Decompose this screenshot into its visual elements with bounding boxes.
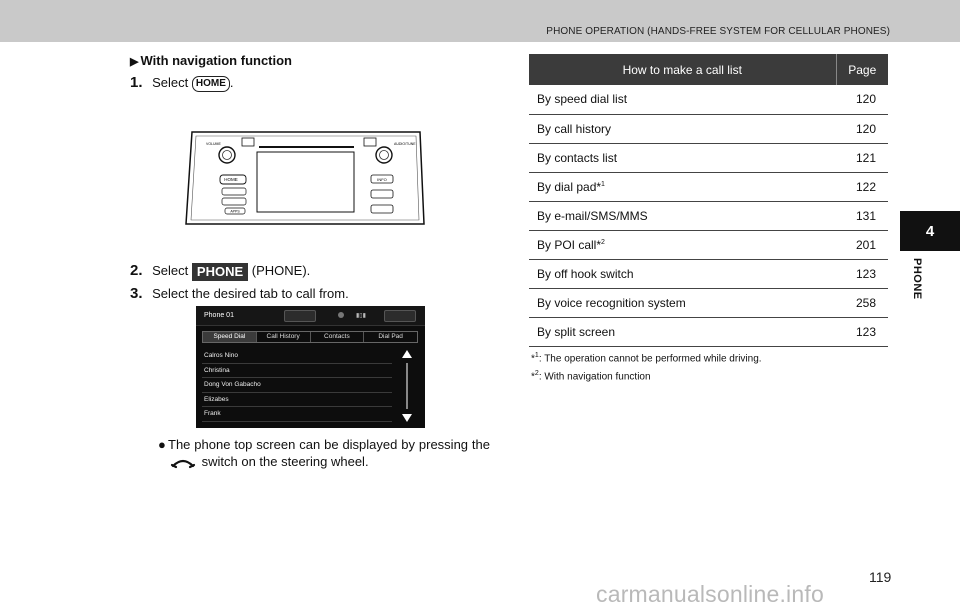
- footnote-ref: 2: [601, 238, 605, 246]
- header-title: PHONE OPERATION (HANDS-FREE SYSTEM FOR CELLULAR PHONES): [546, 26, 890, 37]
- tab-call-history: Call History: [257, 332, 311, 342]
- triangle-right-icon: ▶: [130, 56, 139, 68]
- page-cell[interactable]: 122: [836, 172, 888, 201]
- settings-link-icon: [284, 310, 316, 322]
- section-heading: [130, 53, 292, 68]
- info-key-label: INFO: [377, 177, 387, 182]
- phone-handset-icon: [170, 457, 196, 469]
- page-cell[interactable]: 131: [836, 201, 888, 230]
- method-cell: By e-mail/SMS/MMS: [529, 201, 836, 230]
- home-button-badge: HOME: [192, 76, 230, 92]
- bullet-text-2: switch on the steering wheel.: [201, 454, 369, 469]
- bullet-note: [158, 436, 490, 470]
- step-1: [130, 74, 234, 92]
- tab-contacts: Contacts: [311, 332, 365, 342]
- method-cell: By POI call*$^2$: [529, 230, 836, 259]
- step-text: Select: [152, 75, 189, 90]
- phone-screen-image: [196, 306, 425, 428]
- phone-button-badge: PHONE: [192, 263, 248, 281]
- page-cell[interactable]: 258: [836, 288, 888, 317]
- footnote-ref: 1: [601, 180, 605, 188]
- method-cell: By off hook switch: [529, 259, 836, 288]
- apps-key-label: APPS: [230, 209, 240, 214]
- step-3: [130, 285, 349, 302]
- page-cell[interactable]: 123: [836, 259, 888, 288]
- footnote-2: *$^2$: With navigation function: [531, 370, 651, 383]
- table-row: [529, 259, 888, 288]
- table-row: [529, 317, 888, 346]
- status-dot-icon: [338, 312, 344, 318]
- method-cell: By dial pad*$^1$: [529, 172, 836, 201]
- step-2: [130, 262, 310, 281]
- phone-screen-topbar: [196, 306, 425, 326]
- call-list-table: [529, 54, 888, 347]
- home-key-label: HOME: [224, 177, 238, 182]
- step-number: 1.: [130, 74, 143, 91]
- page-cell[interactable]: 123: [836, 317, 888, 346]
- method-cell: By contacts list: [529, 143, 836, 172]
- signal-icon: ▮▯▮: [356, 313, 366, 319]
- watermark: carmanualsonline.info: [596, 581, 824, 607]
- volume-label: VOLUME: [206, 142, 221, 146]
- mail-icon: [384, 310, 416, 322]
- tab-dial-pad: Dial Pad: [378, 333, 403, 340]
- method-cell: By call history: [529, 114, 836, 143]
- column-header-page: Page: [836, 54, 888, 85]
- step-text: Select: [152, 263, 189, 278]
- column-header-method: How to make a call list: [529, 54, 836, 85]
- step-suffix: (PHONE).: [251, 263, 311, 278]
- step-number: 3.: [130, 285, 143, 302]
- step-text: Select the desired tab to call from.: [152, 286, 349, 301]
- phone-screen-title: Phone 01: [204, 312, 234, 319]
- table-row: [529, 288, 888, 317]
- audio-tune-label: AUDIO/TUNE: [394, 142, 416, 146]
- table-row: [529, 85, 888, 114]
- list-item: Christina: [202, 364, 392, 379]
- step-suffix: .: [229, 75, 234, 90]
- page-number: 119: [869, 569, 892, 585]
- page-cell[interactable]: 121: [836, 143, 888, 172]
- head-unit-illustration: [184, 128, 426, 228]
- method-cell: By voice recognition system: [529, 288, 836, 317]
- method-cell: By split screen: [529, 317, 836, 346]
- page-cell[interactable]: 120: [836, 114, 888, 143]
- table-row: [529, 201, 888, 230]
- list-item: Frank: [202, 407, 392, 422]
- section-heading-text: With navigation function: [140, 53, 292, 68]
- scrollbar: [400, 349, 414, 423]
- tab-speed-dial: Speed Dial: [203, 332, 257, 342]
- table-row: [529, 230, 888, 259]
- bullet-text-1: The phone top screen can be displayed by pressing the: [168, 437, 490, 452]
- step-number: 2.: [130, 262, 143, 279]
- list-item: Elizabes: [202, 393, 392, 408]
- method-cell: By speed dial list: [529, 85, 836, 114]
- bullet-icon: ●: [158, 437, 166, 452]
- list-item: Calros Nino: [202, 349, 392, 364]
- page-cell[interactable]: 201: [836, 230, 888, 259]
- table-row: [529, 143, 888, 172]
- table-row: [529, 114, 888, 143]
- chapter-tab-label: PHONE: [911, 258, 923, 300]
- list-item: Dong Von Gabacho: [202, 378, 392, 393]
- table-header-row: [529, 54, 888, 85]
- table-row: [529, 172, 888, 201]
- chapter-tab-number[interactable]: 4: [900, 211, 960, 251]
- contact-list: [202, 349, 392, 422]
- phone-screen-tabs: [202, 331, 418, 343]
- footnote-1: *$^1$: The operation cannot be performed while driving.: [531, 352, 762, 365]
- page-cell[interactable]: 120: [836, 85, 888, 114]
